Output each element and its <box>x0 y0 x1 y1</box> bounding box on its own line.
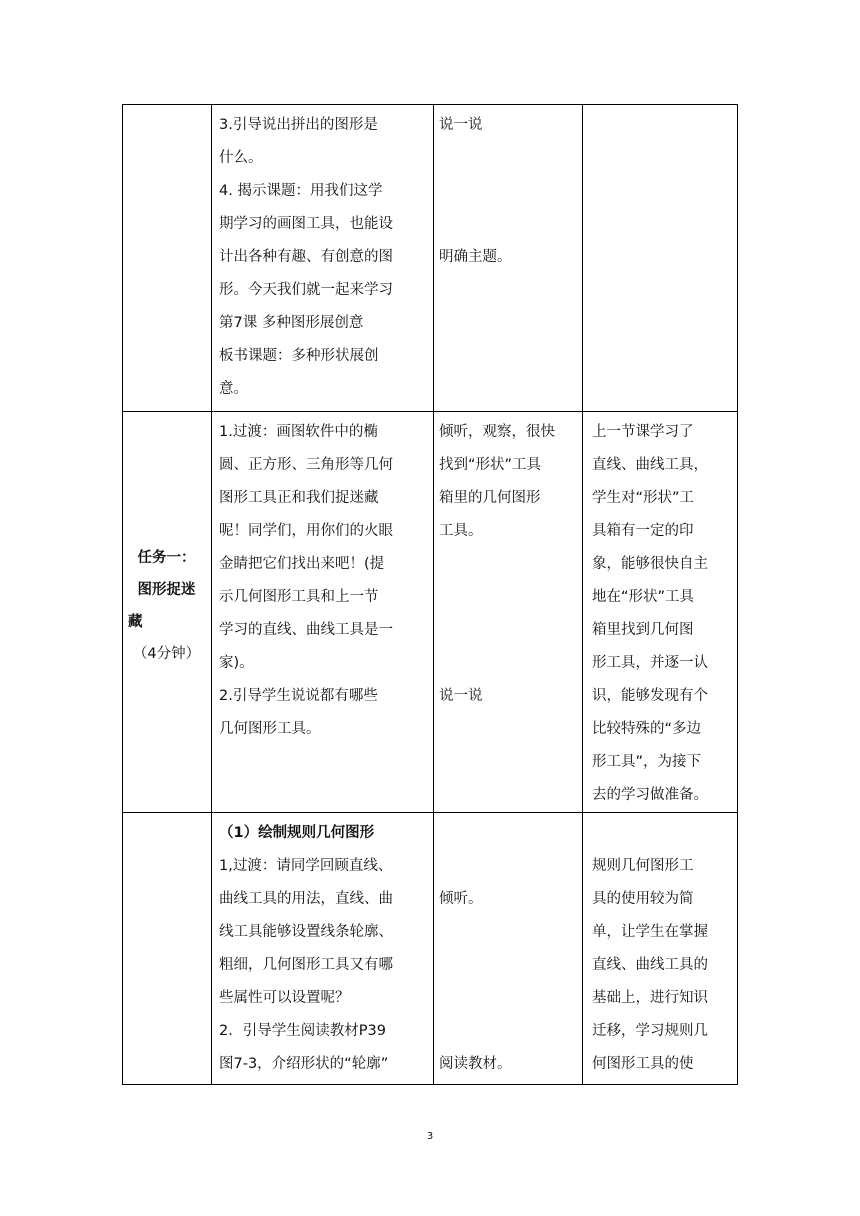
row3-student-cell <box>439 817 512 1081</box>
text-line: 基础上，进行知识 <box>592 990 708 1006</box>
table-border-top <box>122 104 738 105</box>
text-line <box>439 548 555 581</box>
text-line: 直线、曲线工具的 <box>592 957 708 973</box>
text-line: 具箱有一定的印 <box>592 523 694 539</box>
row3-activity-cell <box>219 817 393 1081</box>
text-line: 2.引导学生说说都有哪些 <box>219 688 378 704</box>
text-line: 何图形工具的使 <box>592 1056 694 1072</box>
text-line: 计出各种有趣、有创意的图 <box>219 249 393 265</box>
text-line: 识，能够发现有个 <box>592 688 708 704</box>
text-line: 圆、正方形、三角形等几何 <box>219 457 393 473</box>
task-1-duration <box>122 638 211 670</box>
text-line: 1,过渡：请同学回顾直线、 <box>219 858 393 874</box>
text-line: 板书课题：多种形状展创 <box>219 348 379 364</box>
table-border-bottom <box>122 1084 738 1085</box>
task-duration-text: （4分钟） <box>132 646 201 662</box>
text-line: 形工具，并逐一认 <box>592 655 708 671</box>
text-line: 单，让学生在掌握 <box>592 924 708 940</box>
text-line: 具的使用较为简 <box>592 891 694 907</box>
text-line <box>439 142 512 175</box>
text-line <box>439 208 512 241</box>
text-line: 倾听，观察，很快 <box>439 424 555 440</box>
text-line: 2．引导学生阅读教材P39 <box>219 1023 386 1039</box>
row-divider-2 <box>122 812 738 813</box>
row2-activity-cell <box>219 416 393 746</box>
text-line <box>592 817 708 850</box>
task-1-label <box>122 542 211 638</box>
text-line: 第7课 多种图形展创意 <box>219 315 364 331</box>
text-line <box>439 982 512 1015</box>
row2-intent-cell <box>592 416 708 812</box>
text-line: 粗细，几何图形工具又有哪 <box>219 957 393 973</box>
text-line <box>439 581 555 614</box>
task-title-line: 图形捉迷 <box>137 582 196 598</box>
text-line <box>439 175 512 208</box>
lesson-table <box>122 104 738 1085</box>
text-line: 学习的直线、曲线工具是一 <box>219 622 393 638</box>
text-line: 明确主题。 <box>439 249 512 265</box>
text-line <box>439 614 555 647</box>
text-line: 4. 揭示课题：用我们这学 <box>219 183 383 199</box>
text-line: 线工具能够设置线条轮廓、 <box>219 924 393 940</box>
section-heading: （1）绘制规则几何图形 <box>219 825 375 841</box>
text-line: 说一说 <box>439 117 483 133</box>
page-number: 3 <box>426 1131 434 1142</box>
text-line: 工具。 <box>439 523 483 539</box>
text-line: 曲线工具的用法，直线、曲 <box>219 891 393 907</box>
text-line <box>439 916 512 949</box>
text-line: 地在“形状”工具 <box>592 589 695 605</box>
text-line: 迁移，学习规则几 <box>592 1023 708 1039</box>
text-line: 规则几何图形工 <box>592 858 694 874</box>
row-divider-1 <box>122 411 738 412</box>
text-line <box>439 647 555 680</box>
text-line <box>439 817 512 850</box>
text-line: 倾听。 <box>439 891 483 907</box>
text-line: 箱里找到几何图 <box>592 622 694 638</box>
column-divider-2 <box>433 104 434 1085</box>
text-line: 上一节课学习了 <box>592 424 694 440</box>
table-border-right <box>737 104 738 1085</box>
text-line: 图7-3，介绍形状的“轮廓” <box>219 1056 389 1072</box>
text-line: 几何图形工具。 <box>219 721 321 737</box>
text-line: 示几何图形工具和上一节 <box>219 589 379 605</box>
task-title-line: 藏 <box>128 614 143 630</box>
text-line: 去的学习做准备。 <box>592 787 708 803</box>
row2-student-cell <box>439 416 555 713</box>
text-line <box>439 949 512 982</box>
text-line: 3.引导说出拼出的图形是 <box>219 117 378 133</box>
row1-activity-cell <box>219 109 393 406</box>
text-line: 金睛把它们找出来吧！(提 <box>219 556 385 572</box>
text-line: 图形工具正和我们捉迷藏 <box>219 490 379 506</box>
task-title-line: 任务一： <box>137 550 196 566</box>
column-divider-1 <box>211 104 212 1085</box>
text-line <box>439 850 512 883</box>
text-line: 什么。 <box>219 150 263 166</box>
text-line: 直线、曲线工具， <box>592 457 708 473</box>
text-line <box>439 1015 512 1048</box>
text-line: 学生对“形状”工 <box>592 490 695 506</box>
text-line: 期学习的画图工具，也能设 <box>219 216 393 232</box>
text-line: 呢！同学们，用你们的火眼 <box>219 523 393 539</box>
text-line: 家)。 <box>219 655 254 671</box>
text-line: 形工具”，为接下 <box>592 754 702 770</box>
text-line: 找到“形状”工具 <box>439 457 542 473</box>
column-divider-3 <box>582 104 583 1085</box>
text-line: 1.过渡：画图软件中的椭 <box>219 424 378 440</box>
text-line: 说一说 <box>439 688 483 704</box>
row1-student-cell <box>439 109 512 274</box>
text-line: 象，能够很快自主 <box>592 556 708 572</box>
row3-intent-cell <box>592 817 708 1081</box>
text-line: 比较特殊的“多边 <box>592 721 702 737</box>
text-line: 形。今天我们就一起来学习 <box>219 282 393 298</box>
text-line: 些属性可以设置呢？ <box>219 990 350 1006</box>
text-line: 箱里的几何图形 <box>439 490 541 506</box>
text-line: 阅读教材。 <box>439 1056 512 1072</box>
text-line: 意。 <box>219 381 248 397</box>
